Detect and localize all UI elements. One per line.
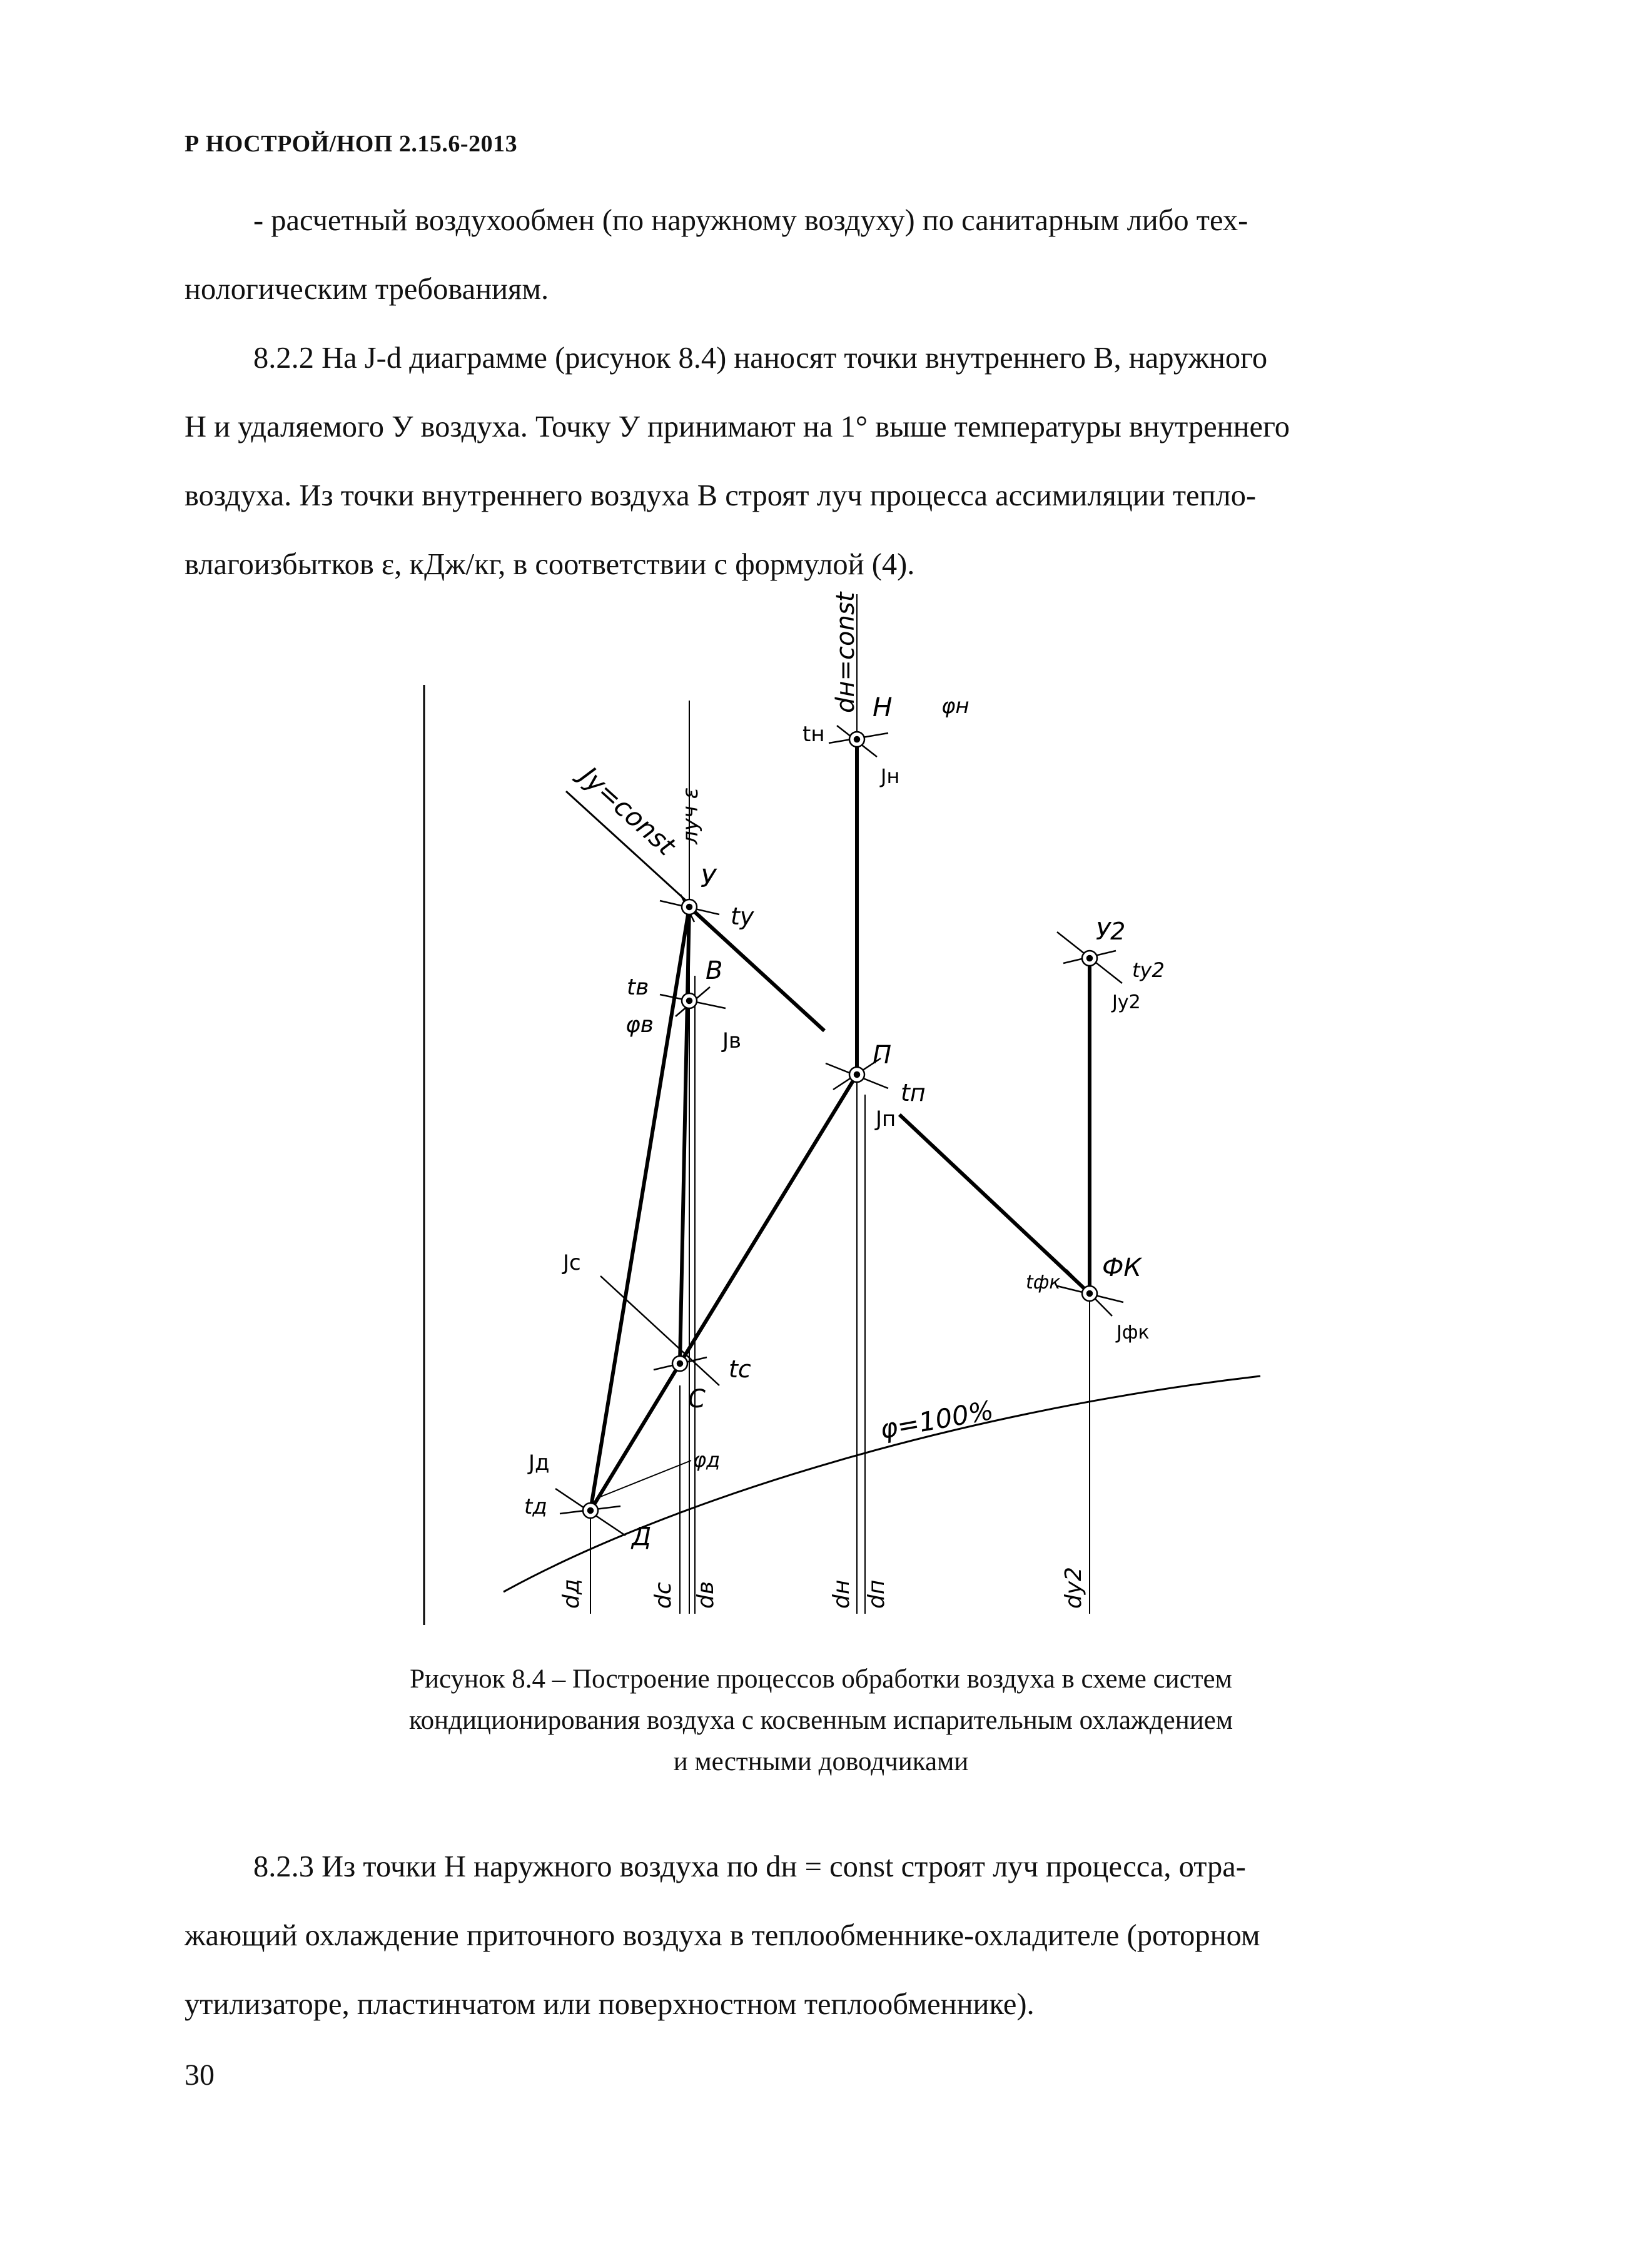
label-h: Н: [873, 692, 893, 722]
label-tb: tв: [627, 975, 649, 1000]
label-jd: Jд: [529, 1450, 550, 1476]
label-jh: Jн: [881, 764, 900, 788]
label-d: Д: [632, 1522, 652, 1551]
label-tc: tс: [729, 1355, 751, 1383]
label-p: П: [873, 1041, 892, 1070]
label-th: tн: [802, 722, 825, 747]
process-points: [555, 726, 1126, 1536]
label-dy2: dу2: [1061, 1566, 1086, 1609]
label-b: В: [706, 956, 723, 985]
paragraph-3: [185, 1833, 1457, 2039]
document-header: Р НОСТРОЙ/НОП 2.15.6-2013: [185, 131, 518, 157]
paragraph-line: влагоизбытков ε, кДж/кг, в соответствии с формулой (4).: [185, 548, 915, 581]
page-number: 30: [185, 2058, 215, 2092]
label-jfk: Jфк: [1116, 1322, 1150, 1344]
paragraph-line: утилизаторе, пластинчатом или поверхностном теплообменнике).: [185, 1988, 1035, 2021]
label-phih: φн: [941, 694, 969, 719]
paragraph-line: жающий охлаждение приточного воздуха в теплообменнике-охладителе (роторном: [185, 1919, 1260, 1952]
label-c: С: [688, 1385, 706, 1414]
label-jp: Jп: [876, 1106, 896, 1131]
paragraph-line: 8.2.2 На J-d диаграмме (рисунок 8.4) наносят точки внутреннего В, наружного: [253, 342, 1268, 375]
label-y: У: [701, 864, 716, 893]
label-ray: луч ε: [678, 787, 703, 844]
label-ty: tу: [731, 903, 754, 930]
label-phi100: φ=100%: [878, 1394, 996, 1445]
label-tfk: tфк: [1026, 1272, 1061, 1293]
point-b: [660, 987, 726, 1016]
paragraph-line: Н и удаляемого У воздуха. Точку У принимают на 1° выше температуры внутреннего: [185, 410, 1290, 443]
paragraph-line: нологическим требованиям.: [185, 273, 549, 306]
caption-line: кондиционирования воздуха с косвенным испарительным охлаждением: [408, 1706, 1233, 1735]
label-dc: dс: [651, 1582, 676, 1609]
label-fk: ФК: [1102, 1253, 1142, 1282]
label-jy-const: Jу=const: [574, 761, 682, 862]
label-jy2: Jу2: [1112, 991, 1141, 1013]
label-jc: Jс: [563, 1250, 581, 1275]
figure-caption: [185, 1659, 1457, 1783]
label-jb: Jв: [722, 1028, 742, 1053]
label-tp: tп: [901, 1079, 926, 1106]
caption-line: Рисунок 8.4 – Построение процессов обработки воздуха в схеме систем: [410, 1664, 1232, 1694]
paragraph-line: воздуха. Из точки внутреннего воздуха В строят луч процесса ассимиляции тепло-: [185, 479, 1257, 512]
label-dh: dн: [829, 1579, 854, 1609]
label-phid: φд: [693, 1448, 721, 1472]
label-td: tд: [524, 1494, 547, 1519]
saturation-curve: [504, 1376, 1260, 1592]
label-dn-const: dн=const: [831, 592, 860, 713]
paragraph-line: 8.2.3 Из точки Н наружного воздуха по dн = const строят луч процесса, отра-: [253, 1850, 1246, 1883]
paragraph-line: - расчетный воздухообмен (по наружному воздуху) по санитарным либо тех-: [253, 204, 1248, 237]
diagram-labels: [524, 591, 1165, 1609]
label-phib: φв: [625, 1012, 654, 1038]
label-ty2: tу2: [1132, 958, 1165, 982]
label-y2: У2: [1096, 918, 1126, 945]
label-dd: dд: [559, 1579, 584, 1609]
caption-line: и местными доводчиками: [673, 1747, 969, 1776]
label-dp: dп: [864, 1579, 889, 1609]
label-db: dв: [693, 1581, 719, 1609]
